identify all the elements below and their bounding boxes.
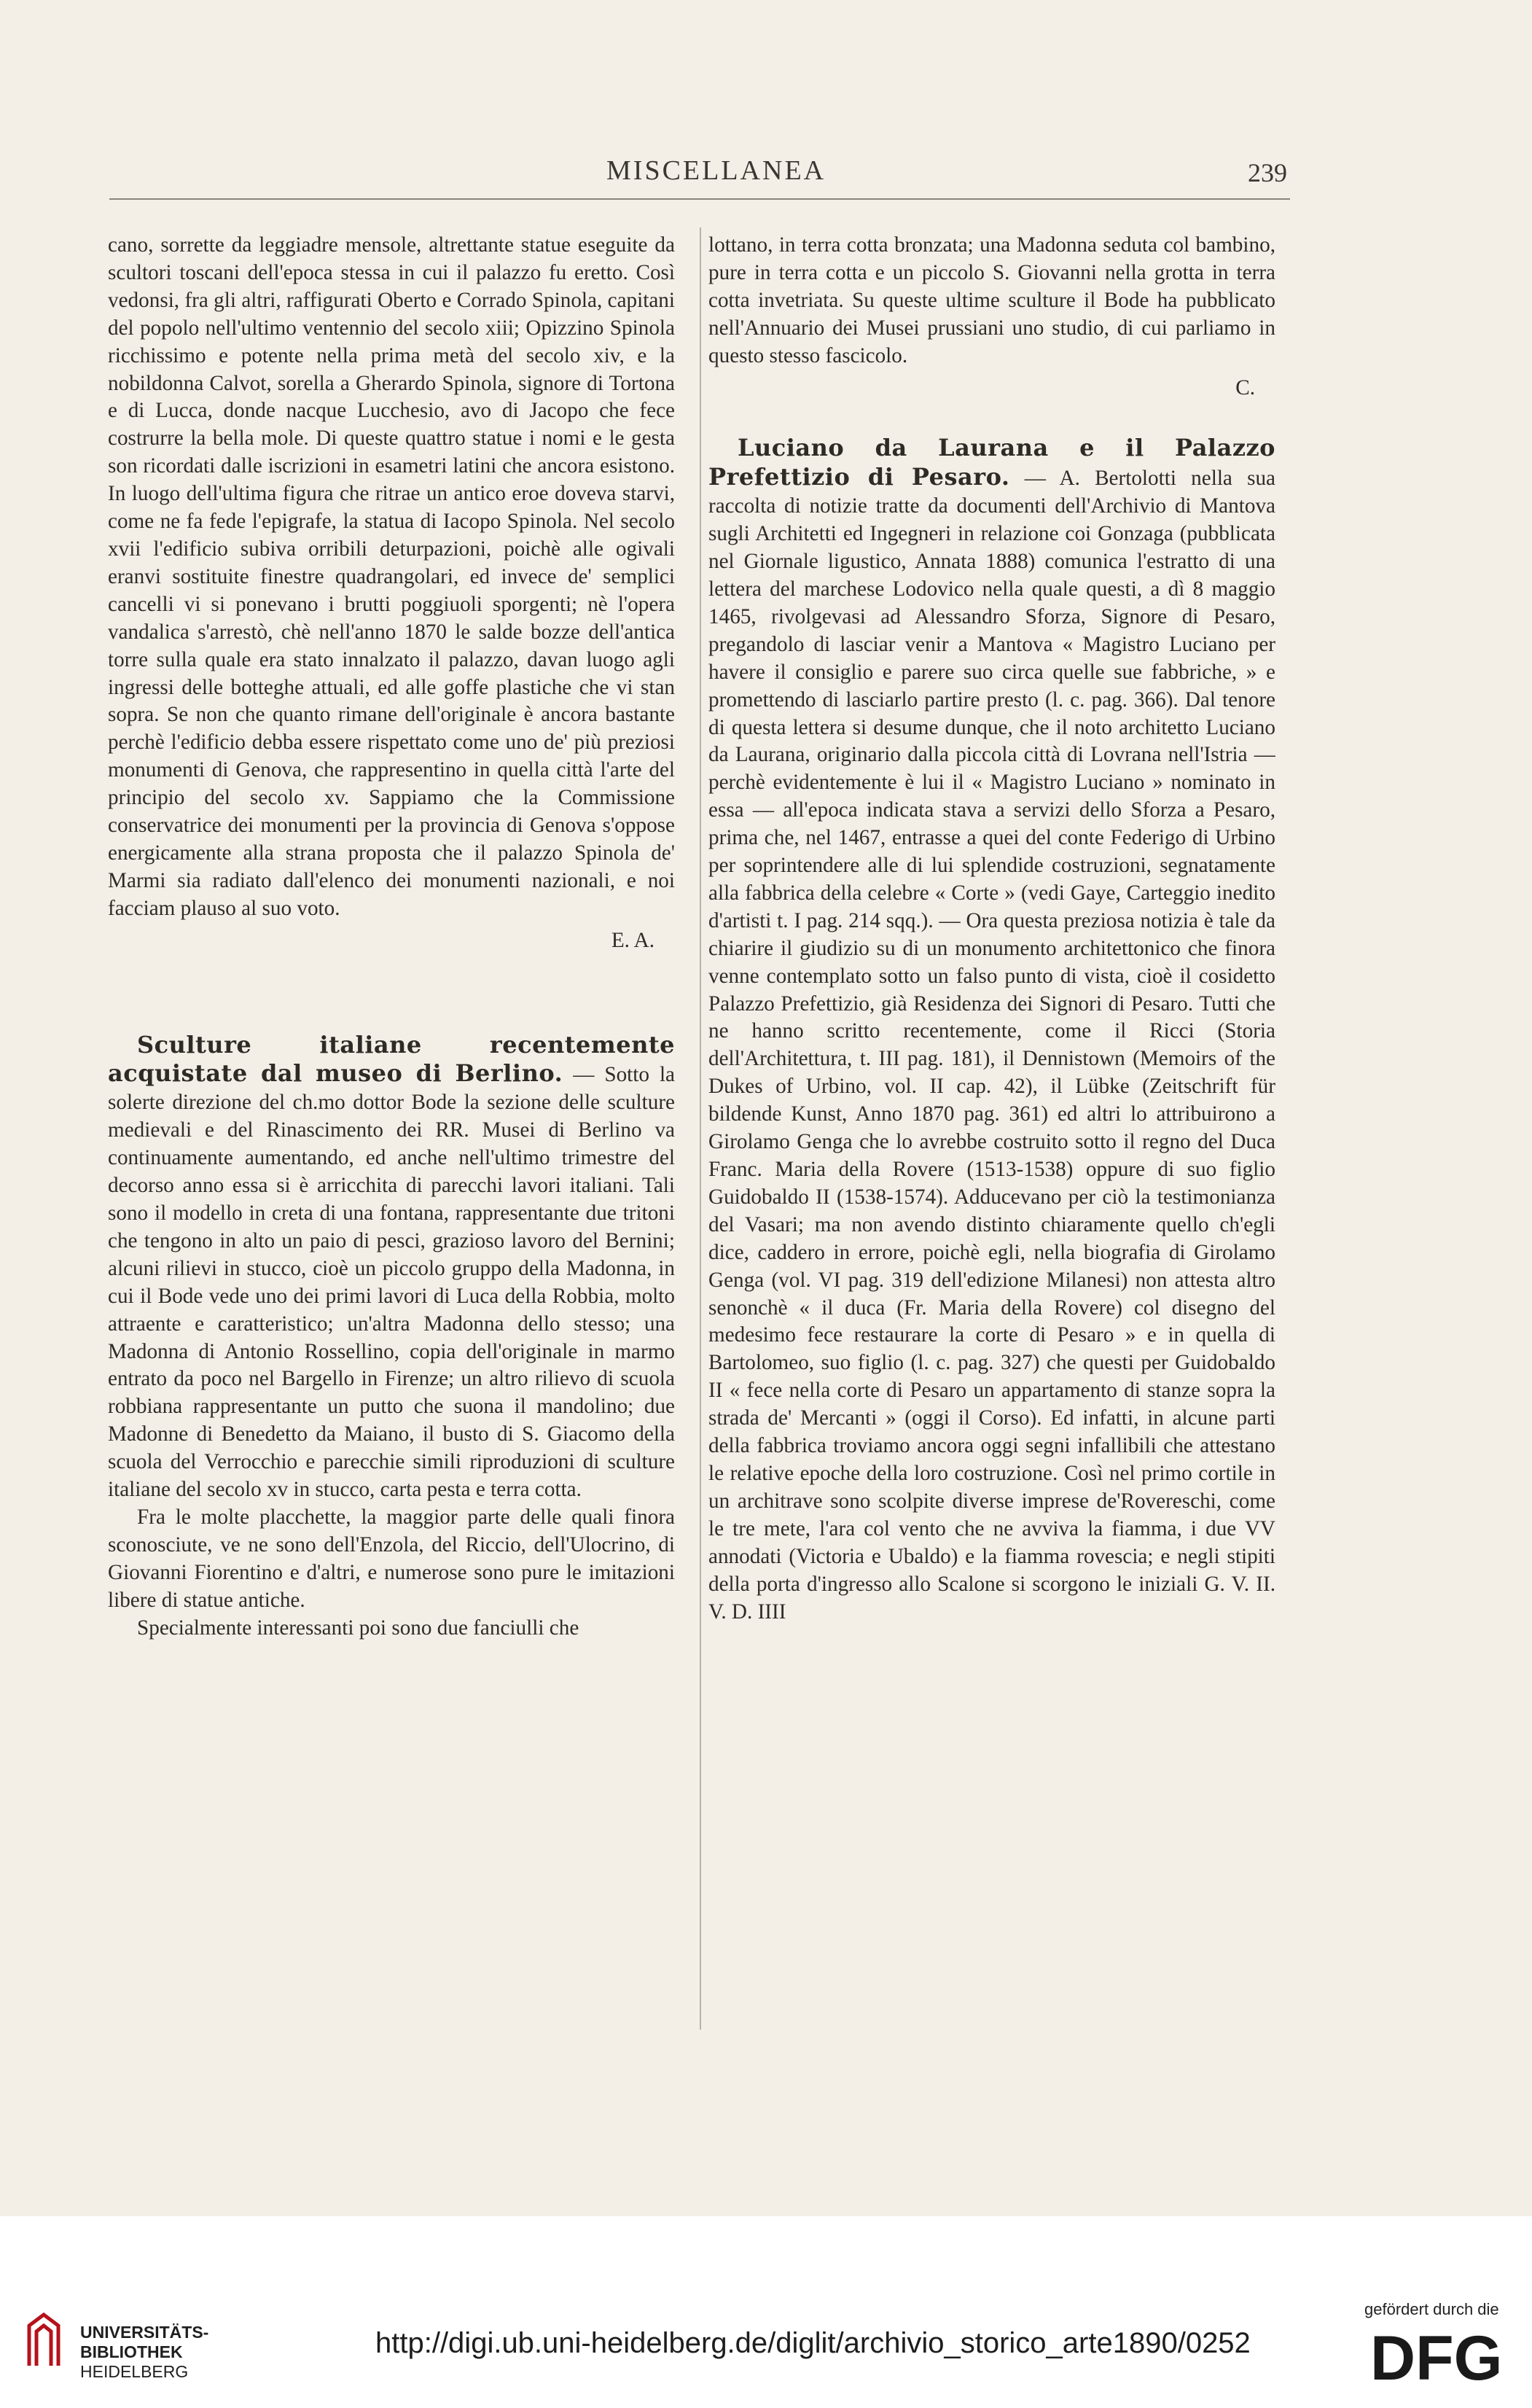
digitization-footer: [0, 2216, 1532, 2408]
dfg-logo-icon: [1370, 2326, 1516, 2384]
running-title: MISCELLANEA: [606, 155, 826, 186]
page-header: [0, 155, 1532, 198]
left-column: [108, 232, 675, 2025]
right-paragraph-2: — A. Bertolotti nella sua raccolta di notizie tratte da documenti dell'Archivio di Mantova sugli Architetti ed Ingegneri in relazione coi Gonzaga (pubblicata nel Giornale ligustico, Annata 1888) comunica l'estratto di una lettera del marchese Lodovico nella quale questi, a dì 8 maggio 1465, rivolgevasi ad Alessandro Sforza, Signore di Pesaro, pregandolo di lasciar venir a Mantova « Magistro Luciano per havere il consiglio e parere suo circa quelle sue fabbriche, » e promettendo di lasciarlo partire presto (l. c. pag. 366). Dal tenore di questa lettera si desume dunque, che il noto architetto Luciano da Laurana, originario dalla piccola città di Lovrana nell'Istria — perchè evidentemente è lui il « Magistro Luciano » nominato in essa — all'epoca indicata stava a servizi dello Sforza a Pesaro, prima che, nel 1467, entrasse a quei del conte Federigo di Urbino per soprintendere alle di lui splendide costruzioni, segnatamente alla fabbrica della celebre « Corte » (vedi Gaye, Carteggio inedito d'artisti t. I pag. 214 sqq.). — Ora questa preziosa notizia è tale da chiarire il giudizio su di un monumento architettonico che finora venne contemplato sotto un falso punto di vista, cioè il cosidetto Palazzo Prefettizio, già Residenza dei Signori di Pesaro. Tutti che ne hanno scritto recentemente, come il Ricci (Storia dell'Architettura, t. III pag. 181), il Dennistown (Memoirs of the Dukes of Urbino, vol. II cap. 42), il Lübke (Zeitschrift für bildende Kunst, Anno 1870 pag. 361) ed altri lo attribuirono a Girolamo Genga che lo avrebbe costruito sotto il regno del Duca Franc. Maria della Rovere (1513-1538) oppure di suo figlio Guidobaldo II (1538-1574). Adducevano per ciò la testimonianza del Vasari; ma non avendo distinto chiaramente quello ch'egli dice, caddero in errore, poichè egli, nella biografia di Girolamo Genga (vol. VI pag. 319 dell'edizione Milanesi) non attesta altro senonchè « il duca (Fr. Maria della Rovere) col disegno del medesimo fece restaurare la corte di Pesaro » e in quella di Bartolomeo, suo figlio (l. c. pag. 327) che questi per Guidobaldo II « fece nella corte di Pesaro un appartamento di stanze sopra la strada de' Mercanti » (oggi il Corso). Ed infatti, in alcune parti della fabbrica troviamo ancora oggi segni infallibili che attestano le relative epoche della loro costruzione. Così nel primo cortile in un architrave sono scolpite diverse imprese de'Rovereschi, come le tre mete, l'ara col vento che ne avviva la fiamma, i due VV annodati (Victoria e Ubaldo) e la fiamma rovescia; e negli stipiti della porta d'ingresso allo Scalone si scorgono le iniziali G. V. II. V. D. IIII: [708, 467, 1275, 1624]
permalink-url[interactable]: http://digi.ub.uni-heidelberg.de/diglit/archivio_storico_arte1890/0252: [375, 2327, 1251, 2359]
left-paragraph-2: — Sotto la solerte direzione del ch.mo dottor Bode la sezione delle sculture medievali e del Rinascimento dei RR. Musei di Berlino va continuamente aumentando, ed anche nell'ultimo trimestre del decorso anno essa si è arricchita di parecchi lavori italiani. Tali sono il modello in creta di una fontana, rappresentante due tritoni che tengono in alto un paio di pesci, grazioso lavoro del Bernini; alcuni rilievi in stucco, cioè un piccolo gruppo della Madonna, in cui il Bode vede uno dei primi lavori di Luca della Robbia, molto attraente e caratteristico; un'altra Madonna dello stesso; una Madonna di Antonio Rossellino, copia dell'originale in marmo entrato da poco nel Bargello in Firenze; un altro rilievo di scuola robbiana rappresentante un putto che suona il mandolino; due Madonne di Benedetto da Maiano, il busto di S. Giacomo della scuola del Verrocchio e parecchie simili riproduzioni di sculture italiane del secolo xv in stucco, carta pesta e terra cotta.: [108, 1063, 675, 1502]
right-signature: C.: [1235, 375, 1255, 400]
left-paragraph-4: Specialmente interessanti poi sono due fanciulli che: [137, 1616, 579, 1640]
right-article-2: [708, 435, 1275, 1626]
left-article-2: [108, 1032, 675, 1504]
funded-by-text: gefördert durch die: [1364, 2300, 1499, 2318]
right-column: [708, 232, 1275, 2025]
article-heading-laurana: Luciano da Laurana e il Palazzo Prefettizio di Pesaro.: [708, 434, 1275, 491]
left-paragraph-3: Fra le molte placchette, la maggior parte delle quali finora sconosciute, ve ne sono dell'Enzola, del Riccio, dell'Ulocrino, di Giovanni Fiorentino e d'altri, e numerose sono pure le imitazioni libere di statue antiche.: [108, 1505, 675, 1612]
column-divider: [700, 227, 701, 2030]
library-name: [80, 2323, 208, 2382]
header-rule: [109, 198, 1290, 200]
article-heading-sculture: Sculture italiane recentemente acquistate dal museo di Berlino.: [108, 1030, 675, 1088]
page-number: 239: [1248, 158, 1287, 187]
right-paragraph-1: lottano, in terra cotta bronzata; una Madonna seduta col bambino, pure in terra cotta e un piccolo S. Giovanni nella grotta in terra cotta invetriata. Su queste ultime sculture il Bode ha pubblicato nell'Annuario dei Musei prussiani uno studio, di cui parliamo in questo stesso fascicolo.: [708, 233, 1275, 367]
library-name-line-1: UNIVERSITÄTS-: [80, 2323, 209, 2342]
university-library-logo-icon: [22, 2311, 66, 2369]
dfg-logo-text: DFG: [1370, 2326, 1503, 2384]
left-paragraph-1: cano, sorrette da leggiadre mensole, altrettante statue eseguite da scultori toscani dell'epoca stessa in cui il palazzo fu eretto. Così vedonsi, fra gli altri, raffigurati Oberto e Corrado Spinola, capitani del popolo nell'ultimo ventennio del secolo xiii; Opizzino Spinola ricchissimo e potente nella prima metà del secolo xiv, e la nobildonna Calvot, sorella a Gherardo Spinola, signore di Tortona e di Lucca, donde nacque Lucchesio, avo di Jacopo che fece costrurre la bella mole. Di queste quattro statue i nomi e le gesta son ricordati dalle iscrizioni in esametri latini che ancora esistono. In luogo dell'ultima figura che ritrae un antico eroe doveva starvi, come ne fa fede l'epigrafe, la statua di Iacopo Spinola. Nel secolo xvii l'edificio subiva orribili deturpazioni, poichè alle ogivali eranvi sostituite finestre quadrangolari, ed invece de' semplici cancelli vi si ponevano i brutti poggiuoli sporgenti; nè l'opera vandalica s'arrestò, chè nell'anno 1870 le salde bozze dell'antica torre sulla quale era stato innalzato il palazzo, davan luogo agli ingressi delle botteghe attuali, ed alle goffe plastiche che vi stan sopra. Se non che quanto rimane dell'originale è ancora bastante perchè l'edificio debba essere rispettato come uno de' più preziosi monumenti di Genova, che rappresentino in quella città l'arte del principio del secolo xv. Sappiamo che la Commissione conservatrice dei monumenti per la provincia di Genova s'oppose energicamente alla strana proposta che il palazzo Spinola de' Marmi sia radiato dall'elenco dei monumenti nazionali, e noi facciam plauso al suo voto.: [108, 233, 675, 920]
left-signature: E. A.: [611, 928, 654, 952]
library-name-line-2: BIBLIOTHEK: [80, 2342, 183, 2361]
library-name-line-3: HEIDELBERG: [80, 2362, 189, 2381]
